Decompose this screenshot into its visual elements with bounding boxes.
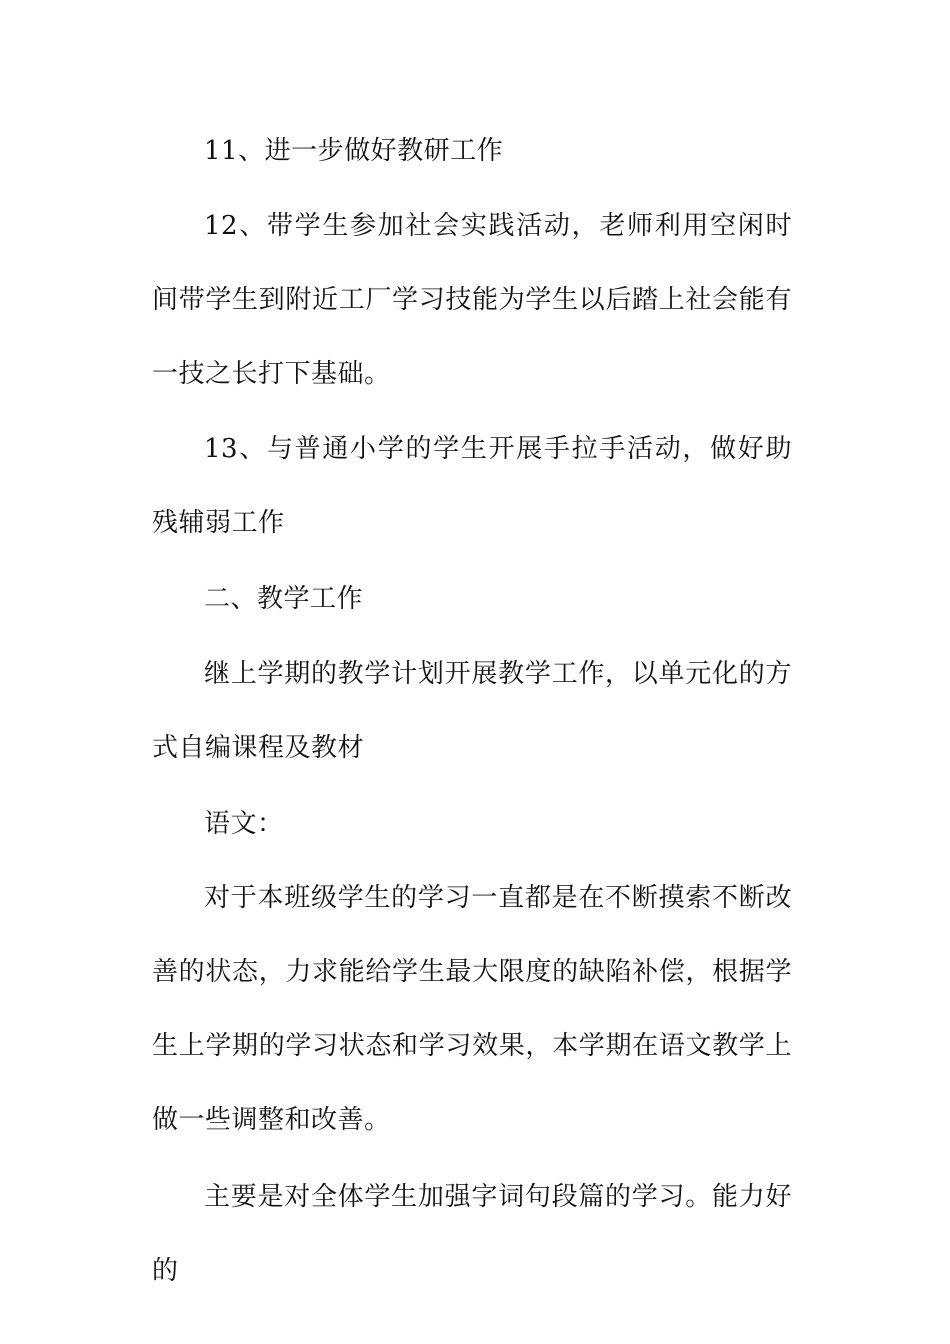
subheading-chinese: 语文： xyxy=(204,809,284,839)
paragraph-item-12: 12、带学生参加社会实践活动，老师利用空闲时间带学生到附近工厂学习技能为学生以后踏上社会能有一技之长打下基础。 xyxy=(152,211,792,389)
paragraph-item-11: 11、进一步做好教研工作 xyxy=(204,136,504,166)
section-heading-teaching: 二、教学工作 xyxy=(204,584,364,614)
paragraph-teaching-plan: 继上学期的教学计划开展教学工作，以单元化的方式自编课程及教材 xyxy=(152,659,792,763)
paragraph-chinese-study: 对于本班级学生的学习一直都是在不断摸索不断改善的状态，力求能给学生最大限度的缺陷补偿，根据学生上学期的学习状态和学习效果，本学期在语文教学上做一些调整和改善。 xyxy=(152,883,792,1135)
paragraph-main-focus: 主要是对全体学生加强字词句段篇的学习。能力好的 xyxy=(152,1182,792,1286)
paragraph-item-13: 13、与普通小学的学生开展手拉手活动，做好助残辅弱工作 xyxy=(152,434,792,538)
